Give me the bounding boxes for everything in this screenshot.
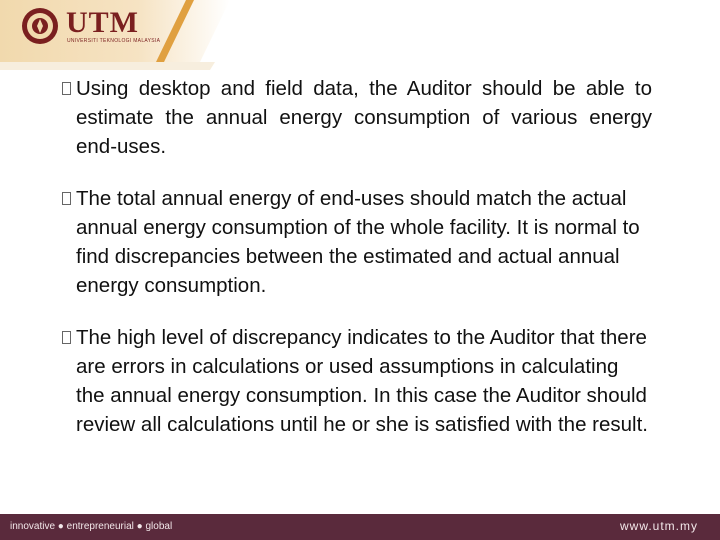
bullet-box-icon — [62, 331, 71, 344]
bullet-box-icon — [62, 192, 71, 205]
bullet-text: The total annual energy of end-uses should match the actual annual energy consumption of the whole facility. It is normal to find discrepancies between the estimated and actual annual energy consumption. — [76, 187, 640, 297]
logo-subtext: UNIVERSITI TEKNOLOGI MALAYSIA — [67, 38, 161, 44]
bullet-box-icon — [62, 82, 71, 95]
bullet-text: Using desktop and field data, the Auditor should be able to estimate the annual energy consumption of various energy end-uses. — [76, 77, 652, 158]
footer-tagline: innovative ● entrepreneurial ● global — [10, 521, 173, 532]
slide-header — [0, 0, 720, 70]
bullet-item-3 — [62, 323, 652, 439]
bullet-item-1 — [62, 74, 652, 161]
bullet-text: The high level of discrepancy indicates to the Auditor that there are errors in calculations or used assumptions in calculating the annual energy consumption. In this case the Auditor should review all calculations until he or she is satisfied with the result. — [76, 326, 648, 436]
slide-footer — [0, 514, 720, 540]
logo-text: UTM — [66, 6, 139, 39]
utm-logo — [20, 6, 220, 46]
bullet-item-2 — [62, 184, 652, 300]
utm-crest-icon — [20, 6, 60, 46]
slide-content — [62, 74, 652, 462]
footer-url: www.utm.my — [619, 519, 698, 533]
